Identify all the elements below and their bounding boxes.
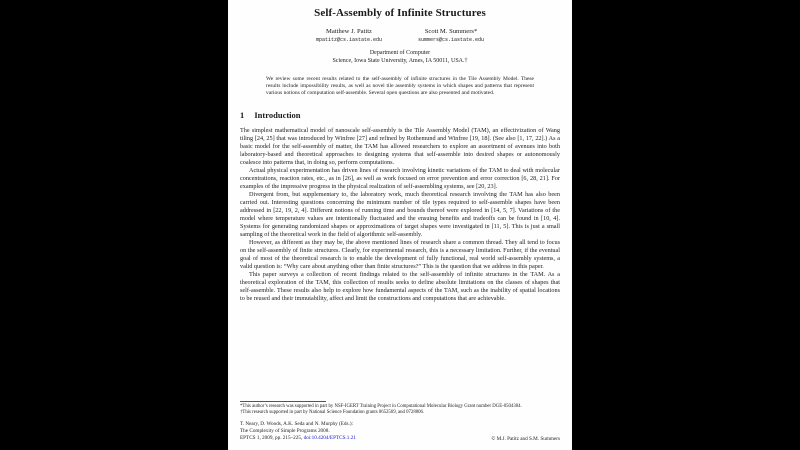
footer-copyright: © M.J. Patitz and S.M. Summers [491,436,560,442]
footer-citation-block [240,421,356,442]
footnote-2: †This research supported in part by National Science Foundation grants 0652569, and 0728806. [240,410,425,415]
author-block-1 [316,28,382,43]
section-heading [240,110,560,120]
author-name-1: Matthew J. Patitz [326,28,372,35]
author-name-2: Scott M. Summers* [424,28,478,35]
affiliation-line-1: Department of Computer [369,50,431,56]
footnote-1: *This author’s research was supported in part by NSF-IGERT Training Project in Computational Molecular Biology Grant number DGE-0504304. [240,404,522,409]
footnote-block [240,401,560,416]
doi-link[interactable]: doi:10.4204/EPTCS.1.21 [303,435,356,441]
intro-paragraph-3: Divergent from, but supplementary to, the laboratory work, much theoretical research involving the TAM has also been carried out. Interesting questions concerning the minimum number of tile types required to self-assemble shapes have been addressed in [22, 19, 2, 4]. Different notions of running time and bounds thereof were explored in [14, 5, 7]. Variations of the model where temperature values are intentionally fluctuated and the ensuing benefits and tradeoffs can be found in [10, 4]. Systems for generating randomized shapes or approximations of target shapes were investigated in [11, 5]. This is just a small sampling of the theoretical work in the field of algorithmic self-assembly. [240,191,560,238]
intro-paragraph-2: Actual physical experimentation has driven lines of research involving kinetic variations of the TAM to deal with molecular concentrations, reaction rates, etc., as in [26], as well as work focused on error prevention and error correction [6, 28, 21]. For examples of the impressive progress in the physical realization of self-assembling systems, see [20, 23]. [240,167,560,190]
page-footer [240,421,560,442]
abstract: We review some recent results related to the self-assembly of infinite structures in the Tile Assembly Model. These results include impossibility results, as well as novel tile assembly systems in which shapes and patterns that represent various notions of computation self-assemble. Several open questions are also presented and motivated. [266,76,534,96]
section-title: Introduction [254,110,301,120]
paper-title: Self-Assembly of Infinite Structures [314,7,486,19]
intro-paragraph-1: The simplest mathematical model of nanoscale self-assembly is the Tile Assembly Model (TAM), an effectivization of Wang tiling [24, 25] that was introduced by Winfree [27] and refined by Rothemund and Winfree [19, 18]. (See also [1, 17, 22].) As a basic model for the self-assembly of matter, the TAM has allowed researchers to explore an assortment of avenues into both laboratory-based and theoretical approaches to designing systems that self-assemble into desired shapes or autonomously coalesce into patterns that, in doing so, perform computations. [240,127,560,166]
footer-venue-line: The Complexity of Simple Programs 2008. [240,428,330,434]
section-number: 1 [240,110,245,120]
intro-paragraph-4: However, as different as they may be, the above mentioned lines of research share a common thread. They all tend to focus on the self-assembly of finite structures. Clearly, for experimental research, this is a necessary limitation. Further, if the eventual goal of most of the theoretical research is to enable the development of fully functional, real world self-assembly systems, a valid question is: “Why care about anything other than finite structures?” This is the question that we address in this paper. [240,239,560,270]
affiliation [228,50,572,65]
authors-row [228,28,572,43]
footer-editors-line: T. Neary, D. Woods, A.K. Seda and N. Murphy (Eds.): [240,421,354,427]
footer-eptcs-text: EPTCS 1, 2009, pp. 215–225, [240,435,304,441]
author-email-1: mpatitz@cs.iastate.edu [315,37,382,43]
footnote-rule [240,401,326,402]
affiliation-line-2: Science, Iowa State University, Ames, IA 50011, USA.† [332,57,468,64]
author-block-2 [418,28,484,43]
paper-page [228,0,572,450]
author-email-2: summers@cs.iastate.edu [418,37,485,43]
intro-paragraph-5: This paper surveys a collection of recent findings related to the self-assembly of infinite structures in the TAM. As a theoretical exploration of the TAM, this collection of results seeks to define absolute limitations on the classes of shapes that self-assemble. These results also help to explore how fundamental aspects of the TAM, such as the inability of spatial locations to be reused and their immutability, affect and limit the constructions and computations that are achievable. [240,271,560,302]
footer-eptcs-line [240,435,356,442]
